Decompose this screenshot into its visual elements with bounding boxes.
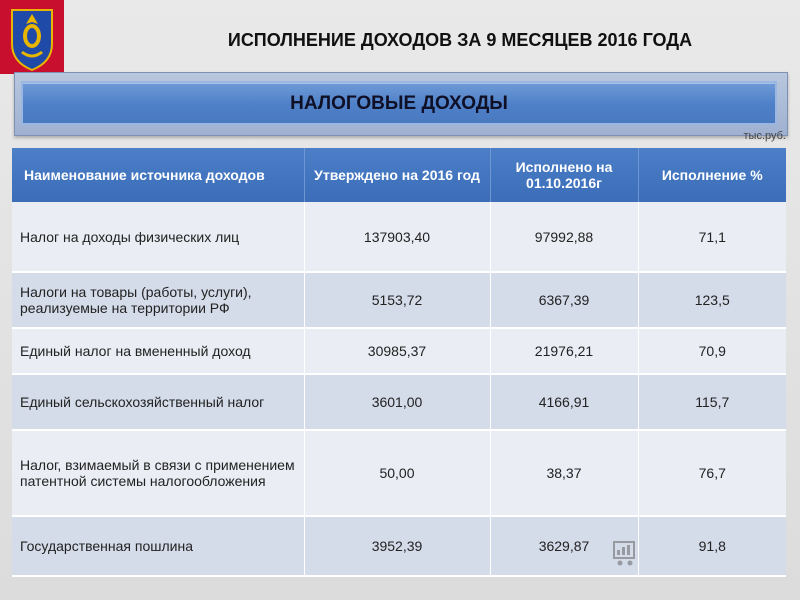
cell-executed: 21976,21	[490, 328, 638, 374]
cell-source-name: Налог на доходы физических лиц	[12, 202, 304, 272]
cell-executed: 6367,39	[490, 272, 638, 328]
table-row	[12, 430, 786, 516]
cell-source-name: Государственная пошлина	[12, 516, 304, 576]
table-row	[12, 374, 786, 430]
cell-executed: 38,37	[490, 430, 638, 516]
cell-percent: 91,8	[638, 516, 786, 576]
cell-approved: 30985,37	[304, 328, 490, 374]
column-header-percent: Исполнение %	[638, 148, 786, 202]
cell-source-name: Налог, взимаемый в связи с применением патентной системы налогообложения	[12, 430, 304, 516]
region-emblem-icon	[0, 0, 64, 74]
table-header-row	[12, 148, 786, 202]
watermark	[612, 532, 772, 576]
cell-approved: 5153,72	[304, 272, 490, 328]
cell-percent: 123,5	[638, 272, 786, 328]
cell-approved: 50,00	[304, 430, 490, 516]
section-banner	[14, 72, 788, 136]
section-banner-inner	[21, 81, 777, 125]
revenue-table	[12, 148, 786, 577]
cell-executed: 97992,88	[490, 202, 638, 272]
cell-source-name: Единый сельскохозяйственный налог	[12, 374, 304, 430]
cell-percent: 71,1	[638, 202, 786, 272]
watermark-logo-icon	[612, 538, 642, 568]
cell-executed: 3629,87	[490, 516, 638, 576]
cell-approved: 3601,00	[304, 374, 490, 430]
section-title: НАЛОГОВЫЕ ДОХОДЫ	[290, 93, 508, 114]
cell-source-name: Единый налог на вмененный доход	[12, 328, 304, 374]
cell-percent: 115,7	[638, 374, 786, 430]
table-row	[12, 328, 786, 374]
page-title: ИСПОЛНЕНИЕ ДОХОДОВ ЗА 9 МЕСЯЦЕВ 2016 ГОДА	[227, 30, 693, 50]
table-row	[12, 202, 786, 272]
column-header-executed: Исполнено на 01.10.2016г	[490, 148, 638, 202]
column-header-name: Наименование источника доходов	[12, 148, 304, 202]
cell-percent: 70,9	[638, 328, 786, 374]
cell-executed: 4166,91	[490, 374, 638, 430]
cell-approved: 137903,40	[304, 202, 490, 272]
cell-approved: 3952,39	[304, 516, 490, 576]
cell-source-name: Налоги на товары (работы, услуги), реализуемые на территории РФ	[12, 272, 304, 328]
table-row	[12, 272, 786, 328]
column-header-approved: Утверждено на 2016 год	[304, 148, 490, 202]
cell-percent: 76,7	[638, 430, 786, 516]
units-label: тыс.руб.	[743, 130, 786, 142]
